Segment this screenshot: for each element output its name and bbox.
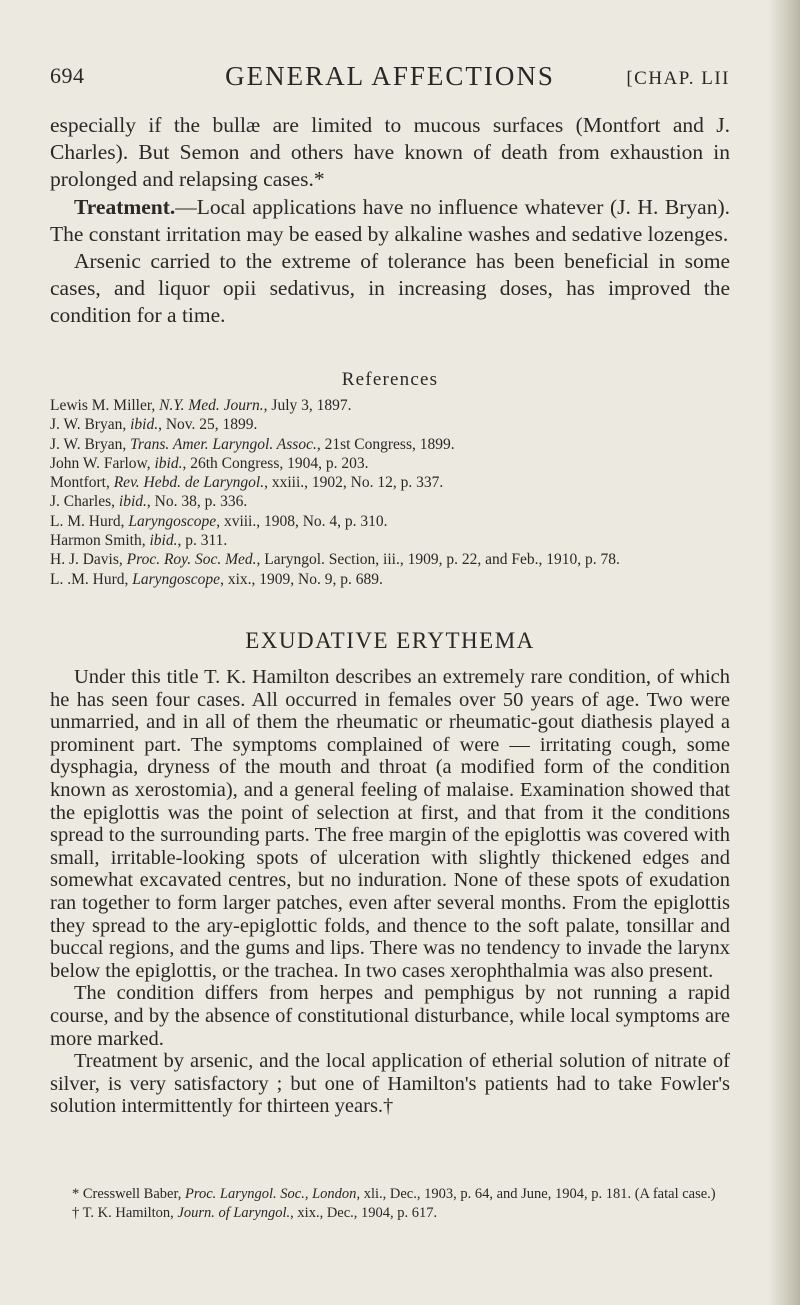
treatment-text: —Local applications have no influence whatever (J. H. Bryan). The constant irritation may be eased by alkaline washes and sedative lozenges. [50, 194, 730, 246]
reference-item: L. .M. Hurd, Laryngoscope, xix., 1909, No. 9, p. 689. [50, 570, 383, 588]
reference-item: J. Charles, ibid., No. 38, p. 336. [50, 493, 248, 511]
reference-item: H. J. Davis, Proc. Roy. Soc. Med., Laryngol. Section, iii., 1909, p. 22, and Feb., 1910, p. 78. [50, 551, 620, 569]
arsenic-paragraph: Arsenic carried to the extreme of tolerance has been beneficial in some cases, and liquor opii sedativus, in increasing doses, has improved the condition for a time. [50, 249, 730, 328]
section-paragraph: Treatment by arsenic, and the local application of etherial solution of nitrate of silver, is very satisfactory ; but one of Hamilton's patients had to take Fowler's solution intermittently for thirteen years.† [50, 1050, 730, 1118]
reference-item: Harmon Smith, ibid., p. 311. [50, 532, 228, 550]
reference-item: J. W. Bryan, Trans. Amer. Laryngol. Assoc., 21st Congress, 1899. [50, 435, 455, 453]
reference-item: Montfort, Rev. Hebd. de Laryngol., xxiii., 1902, No. 12, p. 337. [50, 474, 444, 492]
reference-item: Lewis M. Miller, N.Y. Med. Journ., July 3, 1897. [50, 397, 352, 414]
reference-item: L. M. Hurd, Laryngoscope, xviii., 1908, No. 4, p. 310. [50, 512, 388, 530]
reference-item: John W. Farlow, ibid., 26th Congress, 1904, p. 203. [50, 454, 369, 472]
section-paragraph: Under this title T. K. Hamilton describes an extremely rare condition, of which he has seen four cases. All occurred in females over 50 years of age. Two were unmarried, and in all of them the rheumatic or rheumatic-gout diathesis played a prominent part. The symptoms complained of were — irritating cough, some dysphagia, dryness of the mouth and throat (a modified form of the condition known as xerostomia), and a general feeling of malaise. Examination showed that the epiglottis was the point of selection at first, and that from it the conditions spread to the surrounding parts. The free margin of the epiglottis was covered with small, irritable-looking spots of ulceration with slightly thickened edges and somewhat excavated centres, but no induration. None of these spots of exudation ran together to form larger patches, even after several months. From the epiglottis they spread to the ary-epiglottic folds, and thence to the soft palate, tonsillar and buccal regions, and the gums and lips. There was no tendency to invade the larynx below the epiglottis, or the trachea. In two cases xerophthalmia was also present. [50, 666, 730, 982]
references-heading: References [341, 369, 439, 390]
footnote: † T. K. Hamilton, Journ. of Laryngol., xix., Dec., 1904, p. 617. [72, 1204, 438, 1221]
footnotes [50, 1185, 730, 1222]
running-header [50, 63, 730, 99]
treatment-heading: Treatment. [74, 194, 176, 219]
running-title: GENERAL AFFECTIONS [225, 61, 555, 91]
section-body [50, 666, 730, 1118]
chapter-label: [CHAP. LII [626, 68, 730, 89]
page-number: 694 [50, 63, 85, 88]
page-edge-shadow [768, 0, 800, 1305]
section-paragraph: The condition differs from herpes and pemphigus by not running a rapid course, and by the absence of constitutional disturbance, while local symptoms are more marked. [50, 982, 730, 1050]
footnote: * Cresswell Baber, Proc. Laryngol. Soc., London, xli., Dec., 1903, p. 64, and June, 1904, p. 181. (A fatal case.) [72, 1186, 716, 1202]
references-list [50, 396, 730, 589]
section-heading: EXUDATIVE ERYTHEMA [245, 628, 535, 653]
intro-paragraph: especially if the bullæ are limited to mucous surfaces (Montfort and J. Charles). But Semon and others have known of death from exhaustion in prolonged and relapsing cases.* [50, 113, 730, 192]
treatment-paragraph [50, 194, 730, 248]
intro-text [50, 112, 730, 330]
reference-item: J. W. Bryan, ibid., Nov. 25, 1899. [50, 416, 258, 434]
